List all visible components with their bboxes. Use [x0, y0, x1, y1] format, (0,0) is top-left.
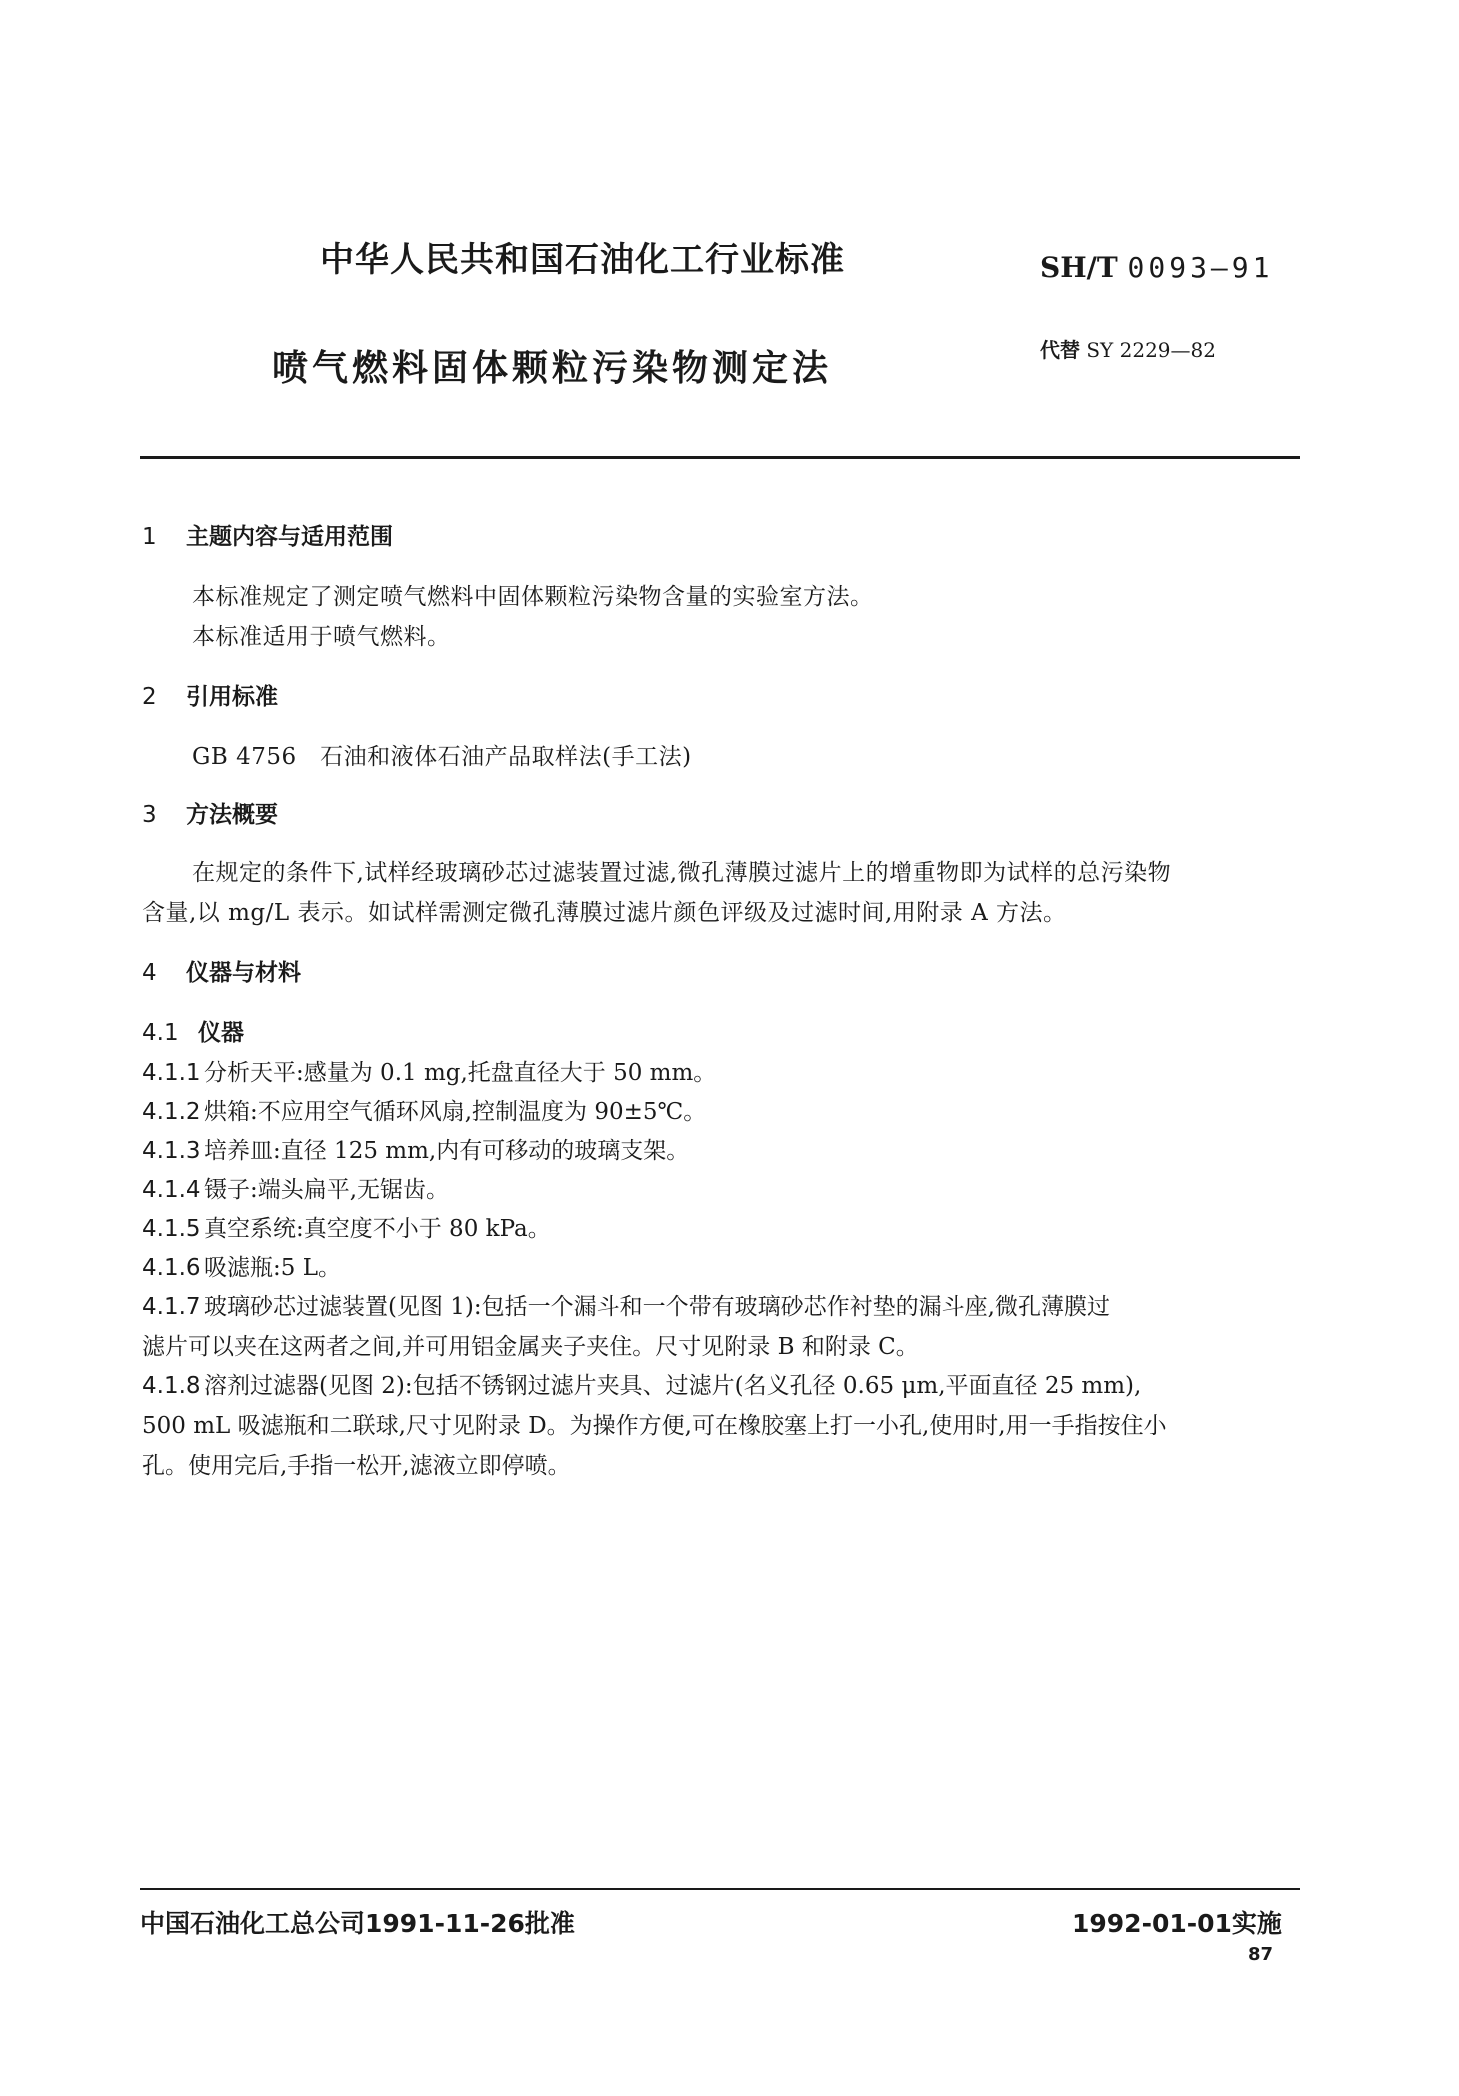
standard-code-prefix: SH/T	[1040, 251, 1118, 284]
section-3-line-2: 含量,以 mg/L 表示。如试样需测定微孔薄膜过滤片颜色评级及过滤时间,用附录 A 方法。	[142, 900, 1067, 926]
item-text: 烘箱:不应用空气循环风扇,控制温度为 90±5℃。	[204, 1099, 707, 1125]
item-4-1-7-line-1	[142, 1288, 1110, 1321]
section-3-heading	[142, 796, 278, 829]
item-number: 4.1.4	[142, 1177, 201, 1203]
issuing-body: 中华人民共和国石油化工行业标准	[320, 240, 845, 280]
page-number: 87	[1248, 1944, 1274, 1965]
normative-reference: GB 4756 石油和液体石油产品取样法(手工法)	[192, 744, 692, 770]
item-4-1-6	[142, 1249, 341, 1282]
item-number: 4.1.7	[142, 1294, 201, 1320]
section-title: 仪器与材料	[186, 960, 301, 986]
section-number: 4	[142, 960, 157, 986]
item-4-1-1	[142, 1054, 716, 1087]
section-number: 1	[142, 524, 157, 550]
section-2-heading	[142, 678, 278, 711]
effective-date: 1992-01-01实施	[1072, 1909, 1282, 1938]
item-number: 4.1.8	[142, 1373, 201, 1399]
item-number: 4.1.3	[142, 1138, 201, 1164]
section-1-heading	[142, 518, 393, 551]
section-3-line-1: 在规定的条件下,试样经玻璃砂芯过滤装置过滤,微孔薄膜过滤片上的增重物即为试样的总污染物	[192, 860, 1172, 886]
section-number: 3	[142, 802, 157, 828]
item-number: 4.1.2	[142, 1099, 201, 1125]
item-4-1-2	[142, 1093, 706, 1126]
item-4-1-3	[142, 1132, 689, 1165]
document-title: 喷气燃料固体颗粒污染物测定法	[272, 348, 833, 389]
section-1-paragraph-2: 本标准适用于喷气燃料。	[192, 624, 451, 650]
item-text: 溶剂过滤器(见图 2):包括不锈钢过滤片夹具、过滤片(名义孔径 0.65 μm,平面直径 25 mm),	[204, 1373, 1142, 1399]
section-number: 2	[142, 684, 157, 710]
standard-code	[1040, 251, 1274, 284]
subsection-title: 仪器	[198, 1020, 244, 1046]
subsection-number: 4.1	[142, 1020, 179, 1046]
footer-rule	[140, 1888, 1300, 1890]
section-4-heading	[142, 954, 301, 987]
item-4-1-8-line-2: 500 mL 吸滤瓶和二联球,尺寸见附录 D。为操作方便,可在橡胶塞上打一小孔,使用时,用一手指按住小	[142, 1413, 1167, 1439]
replaces-note	[1040, 334, 1216, 363]
item-4-1-8-line-1	[142, 1367, 1141, 1400]
item-number: 4.1.5	[142, 1216, 201, 1242]
approval-date: 中国石油化工总公司1991-11-26批准	[140, 1909, 575, 1938]
replaces-label: 代替	[1040, 338, 1080, 362]
item-number: 4.1.1	[142, 1060, 201, 1086]
item-text: 分析天平:感量为 0.1 mg,托盘直径大于 50 mm。	[204, 1060, 717, 1086]
item-4-1-7-line-2: 滤片可以夹在这两者之间,并可用铝金属夹子夹住。尺寸见附录 B 和附录 C。	[142, 1334, 919, 1360]
item-4-1-5	[142, 1210, 551, 1243]
item-4-1-8-line-3: 孔。使用完后,手指一松开,滤液立即停喷。	[142, 1453, 571, 1479]
item-text: 真空系统:真空度不小于 80 kPa。	[204, 1216, 551, 1242]
section-title: 主题内容与适用范围	[186, 524, 393, 550]
item-text: 吸滤瓶:5 L。	[204, 1255, 341, 1281]
item-number: 4.1.6	[142, 1255, 201, 1281]
section-title: 引用标准	[186, 684, 278, 710]
standard-code-number: 0093—91	[1127, 251, 1274, 284]
item-text: 培养皿:直径 125 mm,内有可移动的玻璃支架。	[204, 1138, 690, 1164]
item-4-1-4	[142, 1171, 449, 1204]
item-text: 玻璃砂芯过滤装置(见图 1):包括一个漏斗和一个带有玻璃砂芯作衬垫的漏斗座,微孔薄膜过	[204, 1294, 1110, 1320]
section-title: 方法概要	[186, 802, 278, 828]
subsection-4-1-heading	[142, 1014, 244, 1047]
section-1-paragraph-1: 本标准规定了测定喷气燃料中固体颗粒污染物含量的实验室方法。	[192, 584, 874, 610]
header-rule	[140, 456, 1300, 459]
replaces-code: SY 2229—82	[1086, 338, 1216, 362]
item-text: 镊子:端头扁平,无锯齿。	[204, 1177, 450, 1203]
